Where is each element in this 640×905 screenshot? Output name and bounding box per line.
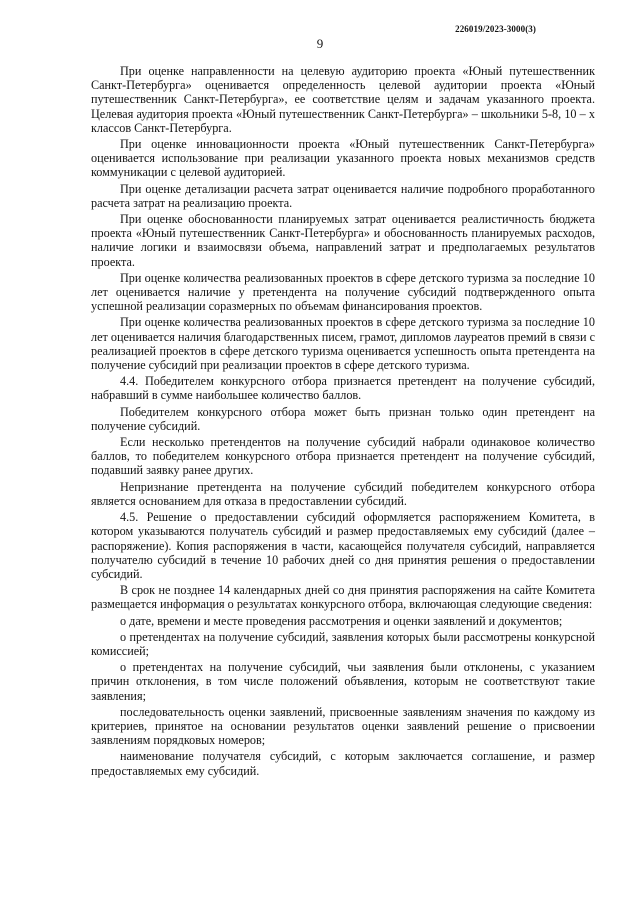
- paragraph: При оценке направленности на целевую аудиторию проекта «Юный путешественник Санкт-Петербурга» оценивается определенность целевой аудитории проекта «Юный путешественник Санкт-Петербурга», ее соответствие целям и задачам указанного проекта. Целевая аудитория проекта «Юный путешественник Санкт-Петербурга» – школьники 5-8, 10 – х классов Санкт-Петербурга.: [91, 64, 595, 135]
- paragraph: При оценке количества реализованных проектов в сфере детского туризма за последние 10 лет оценивается наличие у претендента на получение субсидий подтвержденного опыта успешной реализации соразмерных по объемам финансирования проектов.: [91, 270, 595, 314]
- paragraph: о претендентах на получение субсидий, заявления которых были рассмотрены конкурсной комиссией;: [91, 629, 595, 658]
- paragraph: о претендентах на получение субсидий, чьи заявления были отклонены, с указанием причин отклонения, в том числе положений объявления, которым не соответствуют такие заявления;: [91, 660, 595, 703]
- paragraph: 4.5. Решение о предоставлении субсидий оформляется распоряжением Комитета, в котором указываются получатель субсидий и размер предоставляемых ему субсидий (далее – распоряжение). Копия распоряжения в части, касающейся получателя субсидий, направляется получателю субсидий в течение 10 рабочих дней со дня принятия решения о предоставлении субсидий.: [91, 510, 595, 581]
- paragraph: При оценке обоснованности планируемых затрат оценивается реалистичность бюджета проекта «Юный путешественник Санкт-Петербурга» и обоснованность планируемых расходов, наличие логики и взаимосвязи объема, направлений затрат и предполагаемых результатов проекта.: [91, 212, 595, 269]
- paragraph: Если несколько претендентов на получение субсидий набрали одинаковое количество баллов, то победителем конкурсного отбора признается претендент на получение субсидий, подавший заявку ранее других.: [91, 435, 595, 478]
- paragraph: При оценке количества реализованных проектов в сфере детского туризма за последние 10 лет оценивается наличия благодарственных писем, грамот, дипломов лауреатов премий в связи с реализацией проектов в сфере детского туризма оценивается успешность опыта претендента на получение субсидий при реализации проектов в сфере детского туризма.: [91, 315, 595, 373]
- paragraph: При оценке инновационности проекта «Юный путешественник Санкт-Петербурга» оценивается использование при реализации указанного проекта новых механизмов средств коммуникации с целевой аудиторией.: [91, 137, 595, 180]
- paragraph: В срок не позднее 14 календарных дней со дня принятия распоряжения на сайте Комитета размещается информация о результатах конкурсного отбора, включающая следующие сведения:: [91, 583, 595, 612]
- page-number: 9: [316, 36, 324, 51]
- paragraph: Непризнание претендента на получение субсидий победителем конкурсного отбора является основанием для отказа в предоставлении субсидий.: [91, 479, 595, 508]
- paragraph: При оценке детализации расчета затрат оценивается наличие подробного проработанного расчета затрат на реализацию проекта.: [91, 181, 595, 210]
- paragraph: последовательность оценки заявлений, присвоенные заявлениям значения по каждому из критериев, принятое на основании результатов оценки заявлений решение о присвоении заявлениям порядковых номеров;: [91, 704, 595, 748]
- paragraph: о дате, времени и месте проведения рассмотрения и оценки заявлений и документов;: [120, 613, 563, 628]
- paragraph: 4.4. Победителем конкурсного отбора признается претендент на получение субсидий, набравший в сумме наибольшее количество баллов.: [91, 374, 595, 403]
- paragraph: Победителем конкурсного отбора может быть признан только один претендент на получение субсидий.: [91, 404, 595, 433]
- document-body: [91, 64, 595, 780]
- document-number: 226019/2023-3000(3): [455, 24, 536, 34]
- paragraph: наименование получателя субсидий, с которым заключается соглашение, и размер предоставляемых ему субсидий.: [91, 749, 595, 778]
